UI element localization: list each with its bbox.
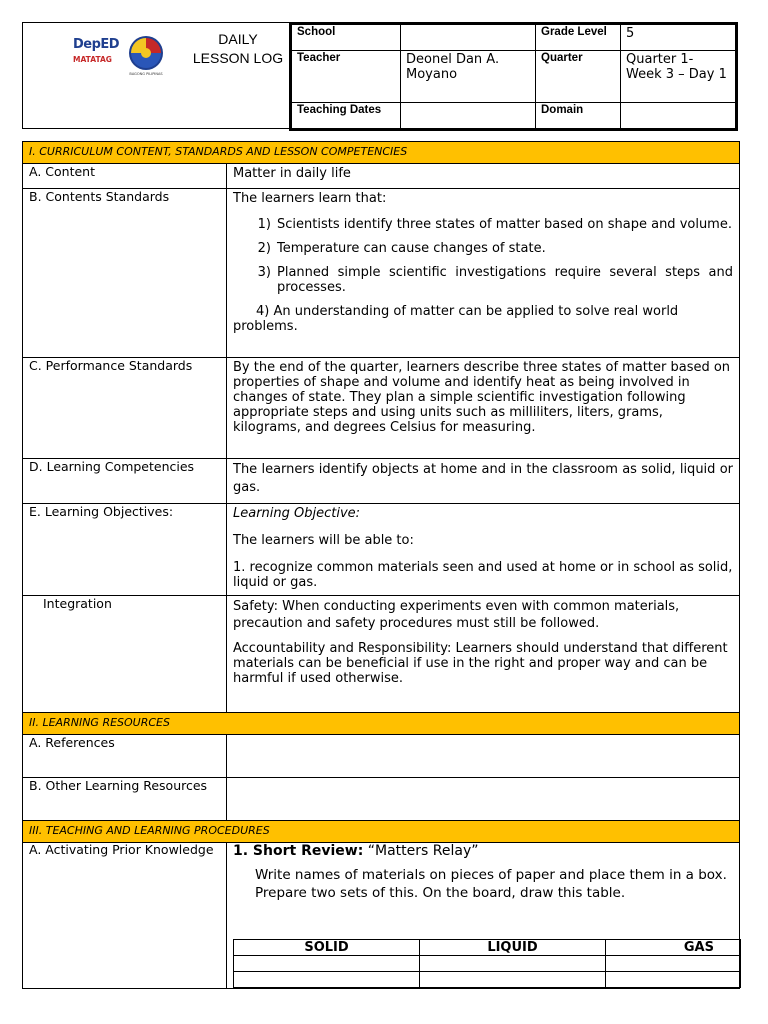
solid-cell[interactable]: [234, 956, 420, 972]
school-label: School: [291, 24, 401, 51]
standard-item-2: [233, 241, 733, 256]
learning-objective-heading: Learning Objective:: [233, 506, 361, 521]
references-label: A. References: [23, 735, 227, 778]
integration-accountability: Accountability and Responsibility: Learners should understand that different materials can be beneficial if use in the right and proper way and can be harmful if used otherwise.: [233, 641, 728, 686]
teacher-value[interactable]: Deonel Dan A. Moyano: [401, 51, 536, 103]
school-value[interactable]: [401, 24, 536, 51]
liquid-cell[interactable]: [420, 956, 606, 972]
standard-item-1-text: Scientists identify three states of matter based on shape and volume.: [277, 217, 732, 232]
grade-level-value[interactable]: 5: [621, 24, 737, 51]
teaching-dates-value[interactable]: [401, 103, 536, 130]
activating-prior-knowledge-label: A. Activating Prior Knowledge: [23, 843, 227, 989]
references-value[interactable]: [227, 735, 740, 778]
content-label: A. Content: [23, 164, 227, 189]
title-line-2: LESSON LOG: [192, 50, 284, 66]
short-review-title: “Matters Relay”: [367, 843, 479, 859]
gas-cell[interactable]: [606, 972, 741, 988]
deped-logo-text: DepED: [73, 37, 120, 52]
standard-item-2-text: Temperature can cause changes of state.: [277, 241, 546, 256]
gas-column-header: GAS: [606, 940, 741, 956]
activating-prior-knowledge-value[interactable]: [227, 843, 740, 989]
integration-value[interactable]: [227, 596, 740, 713]
short-review-number: 1. Short Review:: [233, 843, 364, 859]
learning-objectives-value[interactable]: [227, 504, 740, 596]
standard-item-1: [233, 217, 733, 232]
short-review-heading: [233, 844, 733, 859]
domain-value[interactable]: [621, 103, 737, 130]
performance-standards-label: C. Performance Standards: [23, 358, 227, 459]
contents-standards-intro: The learners learn that:: [233, 191, 387, 206]
learning-competencies-label: D. Learning Competencies: [23, 459, 227, 504]
section-curriculum: I. CURRICULUM CONTENT, STANDARDS AND LESSON COMPETENCIES: [23, 142, 740, 164]
lesson-log-table: [22, 141, 740, 989]
document-title: [183, 30, 293, 68]
teacher-label: Teacher: [291, 51, 401, 103]
header-info-table: [289, 22, 738, 131]
learning-objective-intro: The learners will be able to:: [233, 533, 414, 548]
section-learning-resources: II. LEARNING RESOURCES: [23, 713, 740, 735]
contents-standards-label: B. Contents Standards: [23, 189, 227, 358]
seal-caption: BAGONG PILIPINAS: [129, 72, 163, 76]
deped-logo: [73, 37, 119, 64]
title-line-1: DAILY: [218, 31, 258, 47]
grade-level-label: Grade Level: [536, 24, 621, 51]
solid-column-header: SOLID: [234, 940, 420, 956]
standard-item-4: 4) An understanding of matter can be applied to solve real world problems.: [233, 304, 679, 334]
bagong-pilipinas-seal-icon: [128, 35, 164, 71]
contents-standards-value[interactable]: [227, 189, 740, 358]
quarter-label: Quarter: [536, 51, 621, 103]
performance-standards-value[interactable]: By the end of the quarter, learners describe three states of matter based on properties of shape and volume and identify heat as being involved in changes of state. They plan a simple scientific investigation following appropriate steps and using units such as milliliters, liters, grams, kilograms, and degrees Celsius for measuring.: [227, 358, 740, 459]
table-row: [234, 956, 741, 972]
matatag-logo-text: MATATAG: [73, 55, 112, 64]
learning-competencies-value[interactable]: The learners identify objects at home and in the classroom as solid, liquid or gas.: [227, 459, 740, 504]
integration-label: Integration: [23, 596, 227, 713]
gas-cell[interactable]: [606, 956, 741, 972]
other-resources-value[interactable]: [227, 778, 740, 821]
standard-item-3-num: 3): [257, 265, 271, 280]
liquid-column-header: LIQUID: [420, 940, 606, 956]
logos: [73, 35, 171, 75]
solid-cell[interactable]: [234, 972, 420, 988]
header-logo-block: [22, 22, 290, 129]
integration-safety: Safety: When conducting experiments even with common materials, precaution and safety procedures must still be followed.: [233, 599, 680, 631]
standard-item-2-num: 2): [257, 241, 271, 256]
quarter-value[interactable]: Quarter 1- Week 3 – Day 1: [621, 51, 737, 103]
other-resources-label: B. Other Learning Resources: [23, 778, 227, 821]
learning-objectives-label: E. Learning Objectives:: [23, 504, 227, 596]
standard-item-1-num: 1): [257, 217, 271, 232]
liquid-cell[interactable]: [420, 972, 606, 988]
table-row: [234, 972, 741, 988]
standard-item-3: [233, 265, 733, 295]
domain-label: Domain: [536, 103, 621, 130]
content-value[interactable]: Matter in daily life: [227, 164, 740, 189]
section-procedures: III. TEACHING AND LEARNING PROCEDURES: [23, 821, 740, 843]
short-review-body: Write names of materials on pieces of paper and place them in a box. Prepare two sets of this. On the board, draw this table.: [255, 867, 727, 901]
teaching-dates-label: Teaching Dates: [291, 103, 401, 130]
states-of-matter-table: [233, 939, 741, 988]
learning-objective-item-1: 1. recognize common materials seen and used at home or in school as solid, liquid or gas.: [233, 560, 733, 590]
standard-item-3-text: Planned simple scientific investigations require several steps and processes.: [277, 265, 733, 295]
